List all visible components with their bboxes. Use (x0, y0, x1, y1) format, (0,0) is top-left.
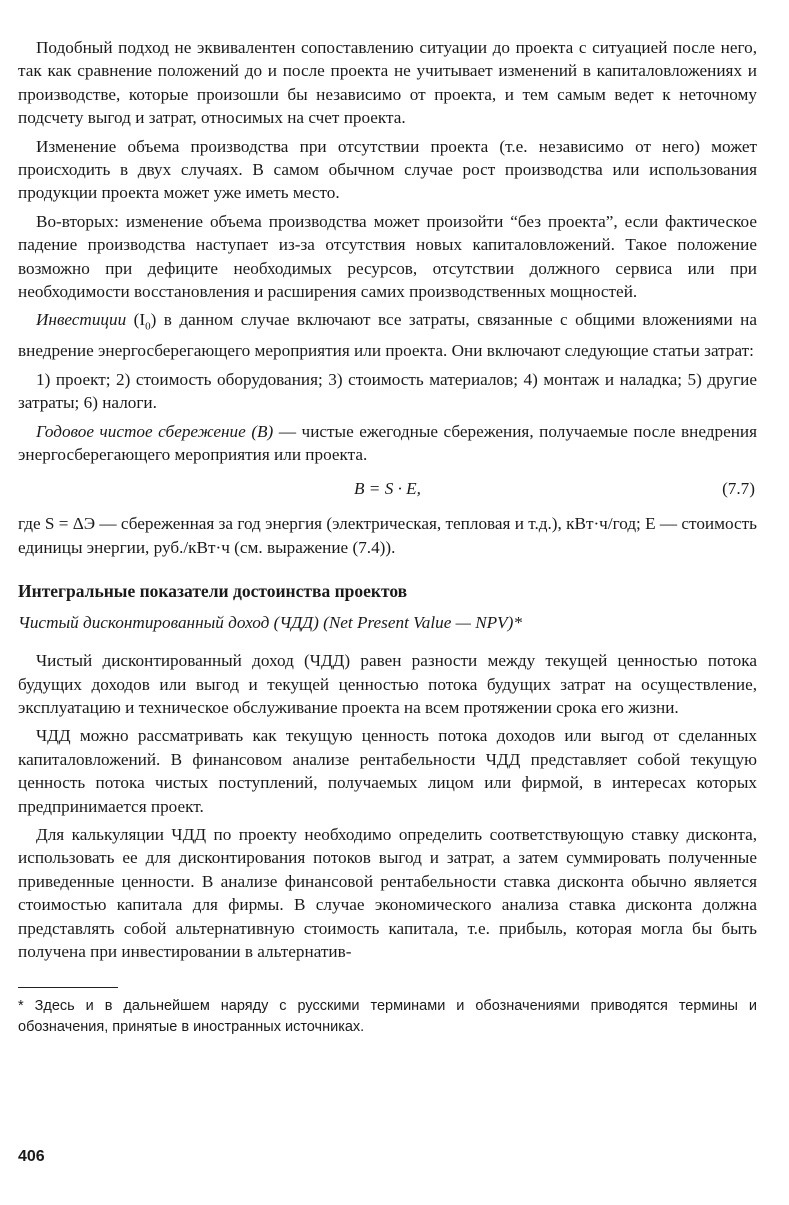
section-heading: Интегральные показатели достоинства проектов (18, 581, 408, 602)
footnote-divider (18, 987, 118, 988)
page-number: 406 (18, 1148, 45, 1165)
investments-description: в данном случае включают все затраты, связанные с общими вложениями на внедрение энергосберегающего мероприятия или проекта. Они включают следующие статьи затрат: (18, 310, 757, 361)
cost-items-list: 1) проект; 2) стоимость оборудования; 3) стоимость материалов; 4) монтаж и наладка; 5) другие затраты; 6) налоги. (18, 369, 757, 413)
symbol-b: (B) (245, 421, 274, 441)
term-annual-savings: Годовое чистое сбережение (36, 421, 246, 441)
formula-expression: B = S · E, (354, 479, 421, 499)
annual-savings-description: — чистые ежегодные сбережения, получаемые после внедрения энергосберегающего мероприятия или проекта. (18, 421, 757, 464)
formula-7-7 (18, 476, 757, 508)
formula-number: (7.7) (722, 479, 755, 499)
paragraph-npv-financial: ЧДД можно рассматривать как текущую ценность потока доходов или выгод от сделанных капиталовложений. В финансовом анализе рентабельности ЧДД представляет собой текущую ценность потока чистых поступлений, получаемых лицом или фирмой, в интересах которых предпринимается проект. (18, 726, 757, 816)
symbol-i0: $(I_0)$ (133, 310, 157, 333)
subsection-heading: Чистый дисконтированный доход (ЧДД) (Net Present Value — NPV)* (18, 613, 522, 633)
paragraph-2: Изменение объема производства при отсутствии проекта (т.е. независимо от него) может происходить в двух случаях. В самом обычном случае рост производства или использования продукции проекта может уже иметь место. (18, 136, 757, 203)
paragraph-npv-calculation: Для калькуляции ЧДД по проекту необходимо определить соответствующую ставку дисконта, использовать ее для дисконтирования потоков выгод и затрат, а затем суммировать полученные приведенные ценности. В анализе финансовой рентабельности ставка дисконта обычно является стоимостью капитала для фирмы. В случае экономического анализа ставка дисконта должна представлять собой альтернативную стоимость капитала, т.е. прибыль, которая могла бы быть получена при инвестировании в альтернатив- (18, 825, 757, 962)
paragraph-1: Подобный подход не эквивалентен сопоставлению ситуации до проекта с ситуацией после него, так как сравнение положений до и после проекта не учитывает изменений в капиталовложениях и производстве, которые произошли бы независимо от проекта, и тем самым ведет к неточному подсчету выгод и затрат, относимых на счет проекта. (18, 38, 757, 128)
term-investments: Инвестиции (36, 310, 127, 330)
paragraph-npv-definition: Чистый дисконтированный доход (ЧДД) равен разности между текущей ценностью потока будущих доходов или выгод и текущей ценностью потока будущих затрат на осуществление, эксплуатацию и техническое обслуживание проекта на всем протяжении срока его жизни. (18, 651, 757, 717)
paragraph-annual-savings (18, 420, 757, 467)
footnote: * Здесь и в дальнейшем наряду с русскими терминами и обозначениями приводятся термины и обозначения, принятые в иностранных источниках. (18, 998, 757, 1036)
paragraph-3: Во-вторых: изменение объема производства может произойти “без проекта”, если фактическое падение производства наступает из-за отсутствия новых капиталовложений. Такое положение возможно при дефиците необходимых ресурсов, отсутствии должного сервиса или при необходимости восстановления и расширения самих производственных мощностей. (18, 211, 757, 302)
paragraph-investments (18, 308, 757, 362)
formula-explanation: где S = ΔЭ — сбереженная за год энергия (электрическая, тепловая и т.д.), кВт·ч/год; E — стоимость единицы энергии, руб./кВт·ч (см. выражение (7.4)). (18, 514, 757, 557)
